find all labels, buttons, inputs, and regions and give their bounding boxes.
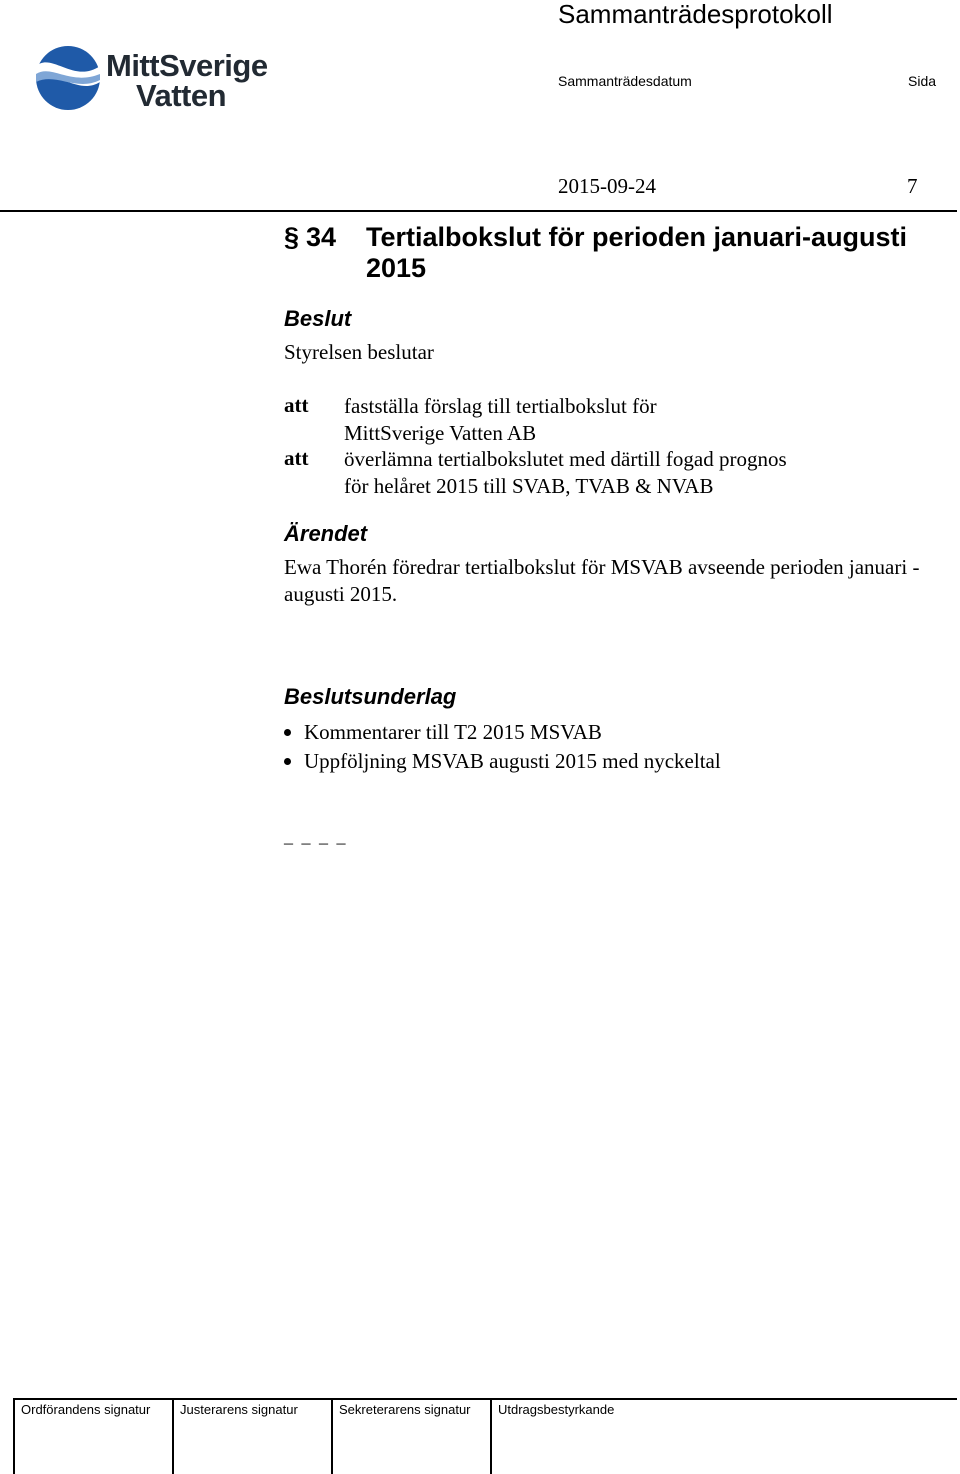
document-type-title: Sammanträdesprotokoll [558,0,833,29]
list-item-text: Kommentarer till T2 2015 MSVAB [304,720,602,744]
logo-text-line2: Vatten [136,78,227,113]
arendet-text: Ewa Thorén föredrar tertialbokslut för MSVAB avseende perioden januari - augusti 2015. [284,555,920,606]
signature-cell-adjuster [172,1400,333,1474]
list-item [284,718,721,747]
section-number: 34 [306,222,337,252]
arendet-heading: Ärendet [284,521,368,546]
signature-cell-certification [490,1400,957,1474]
bullet-icon [284,758,291,765]
signature-cell-chair [13,1400,174,1474]
decision-text-2-line1: överlämna tertialbokslutet med därtill fogad prognos [344,447,787,471]
end-marker: _ _ _ _ [284,826,348,846]
decision-text-2 [344,446,904,499]
page-label: Sida [908,73,937,89]
list-item-text: Uppföljning MSVAB augusti 2015 med nyckeltal [304,749,721,773]
decision-text-1-line2: MittSverige Vatten AB [344,420,537,445]
signature-label-certification: Utdragsbestyrkande [498,1402,615,1417]
bullet-icon [284,729,291,736]
section-title: Tertialbokslut för perioden januari-augusti 2015 [366,222,908,283]
signature-label-adjuster: Justerarens signatur [180,1402,298,1417]
organization-logo [30,22,290,134]
meeting-date-value: 2015-09-24 [558,174,656,198]
signature-footer [13,1398,957,1474]
header-divider [0,210,957,212]
meeting-date-label: Sammanträdesdatum [558,73,692,89]
list-item [284,747,721,776]
section-sign: § [284,222,300,252]
decision-att-1: att [284,393,309,417]
decision-text-2-line2: för helåret 2015 till SVAB, TVAB & NVAB [344,473,714,498]
underlag-list [284,718,721,776]
page-number: 7 [907,174,918,198]
signature-label-secretary: Sekreterarens signatur [339,1402,471,1417]
beslut-intro: Styrelsen beslutar [284,340,434,364]
decision-text-1 [344,393,904,446]
logo-text-line1: MittSverige [106,48,268,83]
signature-label-chair: Ordförandens signatur [21,1402,151,1417]
signature-cell-secretary [331,1400,492,1474]
decision-att-2: att [284,446,309,470]
underlag-heading: Beslutsunderlag [284,684,457,709]
beslut-heading: Beslut [284,306,352,331]
decision-text-1-line1: fastställa förslag till tertialbokslut för [344,394,657,418]
